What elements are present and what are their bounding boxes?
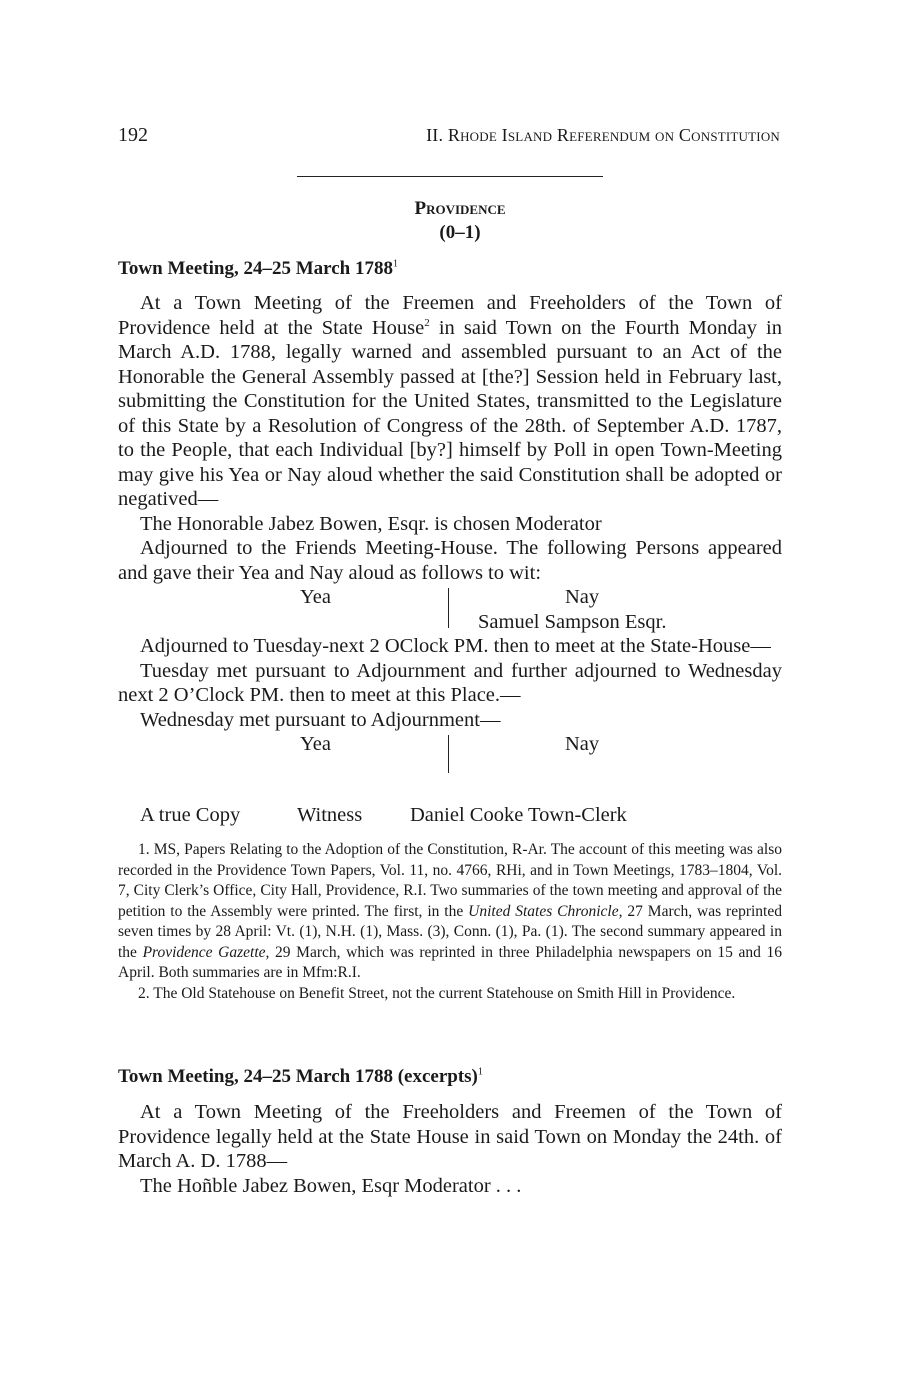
footnote-text: 29 March, which was reprinted in three Philadelphia newspapers on 15 and 16 April. Both summaries are in Mfm:R.I. (118, 943, 782, 981)
footnote-ref: 2 (424, 316, 430, 329)
footnote-1 (118, 840, 782, 984)
paragraph (118, 291, 782, 512)
attest-clerk: Daniel Cooke Town-Clerk (410, 804, 627, 826)
vote-table-2 (118, 732, 782, 781)
footnote-ref: 1 (477, 1066, 483, 1078)
vote-divider (448, 735, 449, 773)
footnote-italic: United States Chronicle, (468, 902, 623, 920)
page-number: 192 (118, 124, 148, 146)
paragraph: Wednesday met pursuant to Adjournment— (140, 708, 501, 731)
meeting-2-heading-text: Town Meeting, 24–25 March 1788 (excerpts) (118, 1066, 478, 1087)
paragraph: The Hoñble Jabez Bowen, Esqr Moderator . . . (140, 1174, 522, 1197)
attest-witness: Witness (297, 804, 363, 826)
vote-divider (448, 588, 449, 628)
paragraph: Tuesday met pursuant to Adjournment and further adjourned to Wednesday next 2 O’Clock PM. then to meet at this Place.— (118, 659, 782, 706)
yea-label: Yea (300, 586, 331, 608)
meeting-1-heading-text: Town Meeting, 24–25 March 1788 (118, 258, 393, 279)
section-title: Providence (414, 198, 506, 219)
vote-table-1 (118, 585, 782, 634)
meeting-1-body (118, 291, 782, 781)
paragraph: At a Town Meeting of the Freeholders and Freemen of the Town of Providence legally held at the State House in said Town on Monday the 24th. of March A. D. 1788— (118, 1101, 782, 1172)
nay-voter: Samuel Sampson Esqr. (478, 610, 667, 633)
paragraph: Adjourned to the Friends Meeting-House. The following Persons appeared and gave their Yea and Nay aloud as follows to wit: (118, 537, 782, 584)
meeting-1-heading (118, 258, 398, 280)
footnote-text: 1. MS, Papers Relating to the Adoption of the Constitution, R-Ar. The account of this meeting was also recorded in the Providence Town Papers, Vol. 11, no. 4766, RHi, and in Town Meetings, 1783–1804, Vol. 7, City Clerk’s Office, City Hall, Providence, R.I. Two summaries of the town meeting and approval of the petition to the Assembly were printed. The first, in the (118, 841, 782, 920)
attest-copy: A true Copy (140, 804, 241, 826)
paragraph-text: in said Town on the Fourth Monday in March A.D. 1788, legally warned and assembled pursuant to an Act of the Honorable the General Assembly passed at [the?] Session held in February last, submitting the Constitution for the United States, transmitted to the Legislature of this State by a Resolution of Congress of the 28th. of September A.D. 1787, to the People, that each Individual [by?] himself by Poll in open Town-Meeting may give his Yea or Nay aloud whether the said Constitution shall be adopted or negatived— (118, 316, 782, 510)
meeting-2-body (118, 1100, 782, 1198)
running-head: II. Rhode Island Referendum on Constitution (426, 125, 780, 145)
paragraph: Adjourned to Tuesday-next 2 OClock PM. then to meet at the State-House— (140, 635, 771, 657)
yea-label: Yea (300, 733, 331, 755)
section-tally: (0–1) (439, 222, 481, 243)
paragraph: The Honorable Jabez Bowen, Esqr. is chosen Moderator (140, 512, 602, 535)
footnotes (118, 840, 782, 1004)
nay-label: Nay (565, 733, 600, 755)
footnote-italic: Providence Gazette, (142, 943, 270, 961)
footnote-ref: 1 (392, 258, 398, 270)
header-rule (297, 176, 603, 177)
footnote-2: 2. The Old Statehouse on Benefit Street, not the current Statehouse on Smith Hill in Providence. (138, 984, 736, 1002)
paragraph-text: At a Town Meeting of the Freemen and Freeholders of the Town of Providence held at the State House (118, 292, 782, 339)
meeting-2-heading (118, 1066, 483, 1088)
nay-label: Nay (565, 586, 600, 608)
footnote-text: 27 March, was reprinted seven times by 28 April: Vt. (1), N.H. (1), Mass. (3), Conn. (1), Pa. (1). The second summary appeared in the (118, 902, 782, 961)
